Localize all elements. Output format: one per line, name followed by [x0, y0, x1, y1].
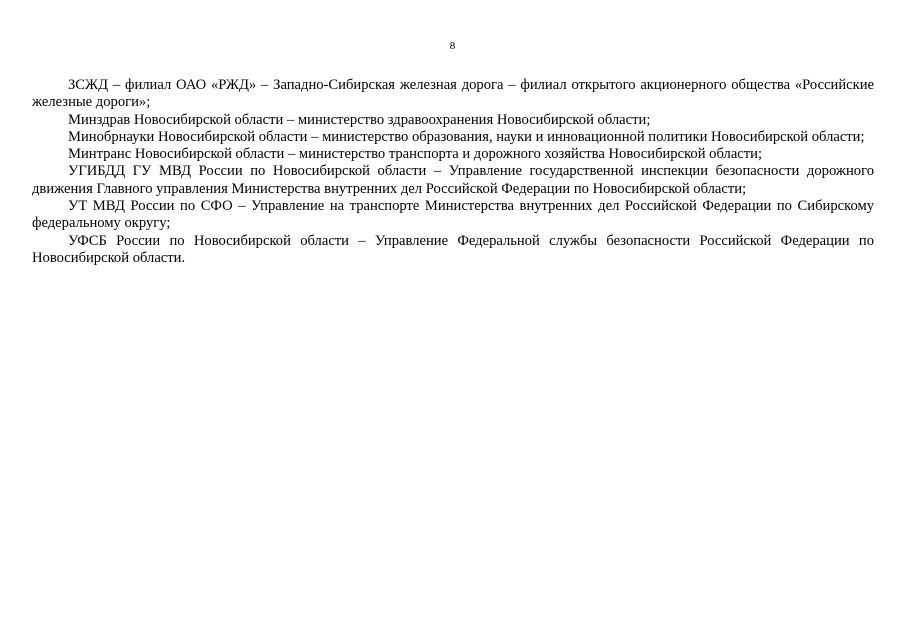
abbreviation-minzdrav: Минздрав Новосибирской области – министерство здравоохранения Новосибирской области; [68, 111, 651, 128]
abbreviation-ugibdd: УГИБДД ГУ МВД России по Новосибирской области – Управление государственной инспекции безопасности дорожного движения Главного управления Министерства внутренних дел Российской Федерации по Новосибирской области; [32, 163, 874, 197]
abbreviation-ut-mvd: УТ МВД России по СФО – Управление на транспорте Министерства внутренних дел Российской Федерации по Сибирскому федеральному округу; [32, 198, 874, 232]
abbreviations-list [32, 77, 874, 267]
abbreviation-zszhd: ЗСЖД – филиал ОАО «РЖД» – Западно-Сибирская железная дорога – филиал открытого акционерного общества «Российские железные дороги»; [32, 77, 874, 111]
abbreviation-ufsb: УФСБ России по Новосибирской области – Управление Федеральной службы безопасности Российской Федерации по Новосибирской области. [32, 232, 874, 266]
abbreviation-minobrnauki: Минобрнауки Новосибирской области – министерство образования, науки и инновационной политики Новосибирской области; [68, 128, 865, 145]
page-number: 8 [449, 40, 456, 52]
abbreviation-mintrans: Минтранс Новосибирской области – министерство транспорта и дорожного хозяйства Новосибирской области; [68, 146, 763, 163]
